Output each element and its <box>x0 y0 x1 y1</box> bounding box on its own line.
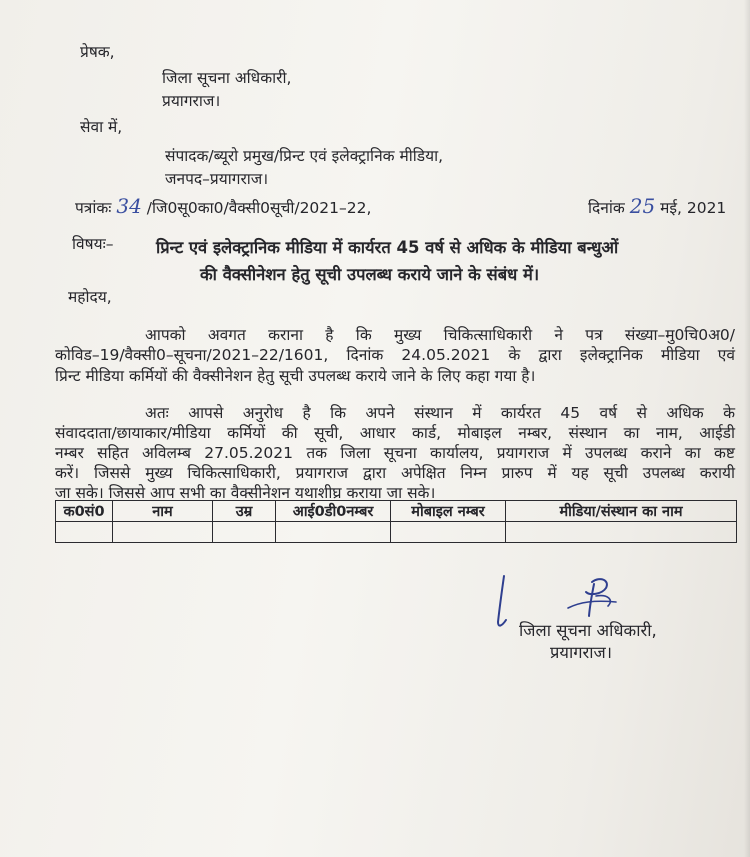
recipient-label: सेवा में, <box>80 118 123 136</box>
signatory-designation: जिला सूचना अधिकारी, <box>519 621 657 640</box>
body-p2-line5: जा सके। जिससे आप सभी का वैक्सीनेशन यथाशीघ्र कराया जा सके। <box>55 484 436 502</box>
header-media-organisation: मीडिया/संस्थान का नाम <box>506 501 737 522</box>
body-p2-line1: अतः आपसे अनुरोध है कि अपने संस्थान में कार्यरत 45 वर्ष से अधिक के <box>145 404 735 422</box>
table-cell <box>213 522 276 543</box>
reference-line <box>75 196 371 218</box>
reference-label: पत्रांकः <box>75 199 112 217</box>
subject-label: विषयः– <box>72 235 114 253</box>
body-p2-line3: नम्बर सहित अविलम्ब 27.05.2021 तक जिला सूचना कार्यालय, प्रयागराज में उपलब्ध कराने का कष्ट <box>55 444 735 462</box>
page-fold-shadow <box>744 0 750 857</box>
date-line <box>588 196 726 218</box>
table-cell <box>506 522 737 543</box>
body-p1-line2: कोविड–19/वैक्सी0–सूचना/2021–22/1601, दिनांक 24.05.2021 के द्वारा इलेक्ट्रानिक मीडिया एवं <box>55 346 735 364</box>
body-p1-line3: प्रिन्ट मीडिया कर्मियों की वैक्सीनेशन हेतु सूची उपलब्ध कराये जाने के लिए कहा गया है। <box>55 367 536 385</box>
header-serial-no: क0सं0 <box>56 501 113 522</box>
date-label: दिनांक <box>588 199 625 217</box>
sender-label: प्रेषक, <box>80 43 115 61</box>
subject-line1: प्रिन्ट एवं इलेक्ट्रानिक मीडिया में कार्यरत 45 वर्ष से अधिक के मीडिया बन्धुओं <box>156 238 619 257</box>
media-list-format-table <box>55 500 737 543</box>
body-p1-line1: आपको अवगत कराना है कि मुख्य चिकित्साधिकारी ने पत्र संख्या–मु0चि0अ0/ <box>145 326 735 344</box>
table-header-row <box>56 501 737 522</box>
recipient-line2: जनपद–प्रयागराज। <box>165 170 269 188</box>
header-age: उम्र <box>213 501 276 522</box>
sender-designation: जिला सूचना अधिकारी, <box>162 69 292 87</box>
subject-line2: की वैक्सीनेशन हेतु सूची उपलब्ध कराये जाने के संबंध में। <box>200 265 540 284</box>
sender-place: प्रयागराज। <box>162 92 221 110</box>
body-p2-line4: करें। जिससे मुख्य चिकित्साधिकारी, प्रयागराज द्वारा अपेक्षित निम्न प्रारुप में यह सूची उपलब्ध करायी <box>55 464 735 482</box>
header-mobile-number: मोबाइल नम्बर <box>391 501 506 522</box>
signatory-place: प्रयागराज। <box>550 643 613 662</box>
reference-number: 34 <box>116 194 142 218</box>
salutation: महोदय, <box>68 288 112 306</box>
table-cell <box>56 522 113 543</box>
table-cell <box>391 522 506 543</box>
body-p2-line2: संवाददाता/छायाकार/मीडिया कर्मियों की सूची, आधार कार्ड, मोबाइल नम्बर, संस्थान का नाम, आईडी <box>55 424 735 442</box>
table-cell <box>113 522 213 543</box>
reference-suffix: /जि0सू0का0/वैक्सी0सूची/2021–22, <box>146 199 372 217</box>
recipient-line1: संपादक/ब्यूरो प्रमुख/प्रिन्ट एवं इलेक्ट्रानिक मीडिया, <box>165 147 444 165</box>
header-id-number: आई0डी0नम्बर <box>276 501 391 522</box>
table-cell <box>276 522 391 543</box>
header-name: नाम <box>113 501 213 522</box>
table-row <box>56 522 737 543</box>
date-suffix: मई, 2021 <box>660 199 727 217</box>
date-day: 25 <box>629 194 656 218</box>
